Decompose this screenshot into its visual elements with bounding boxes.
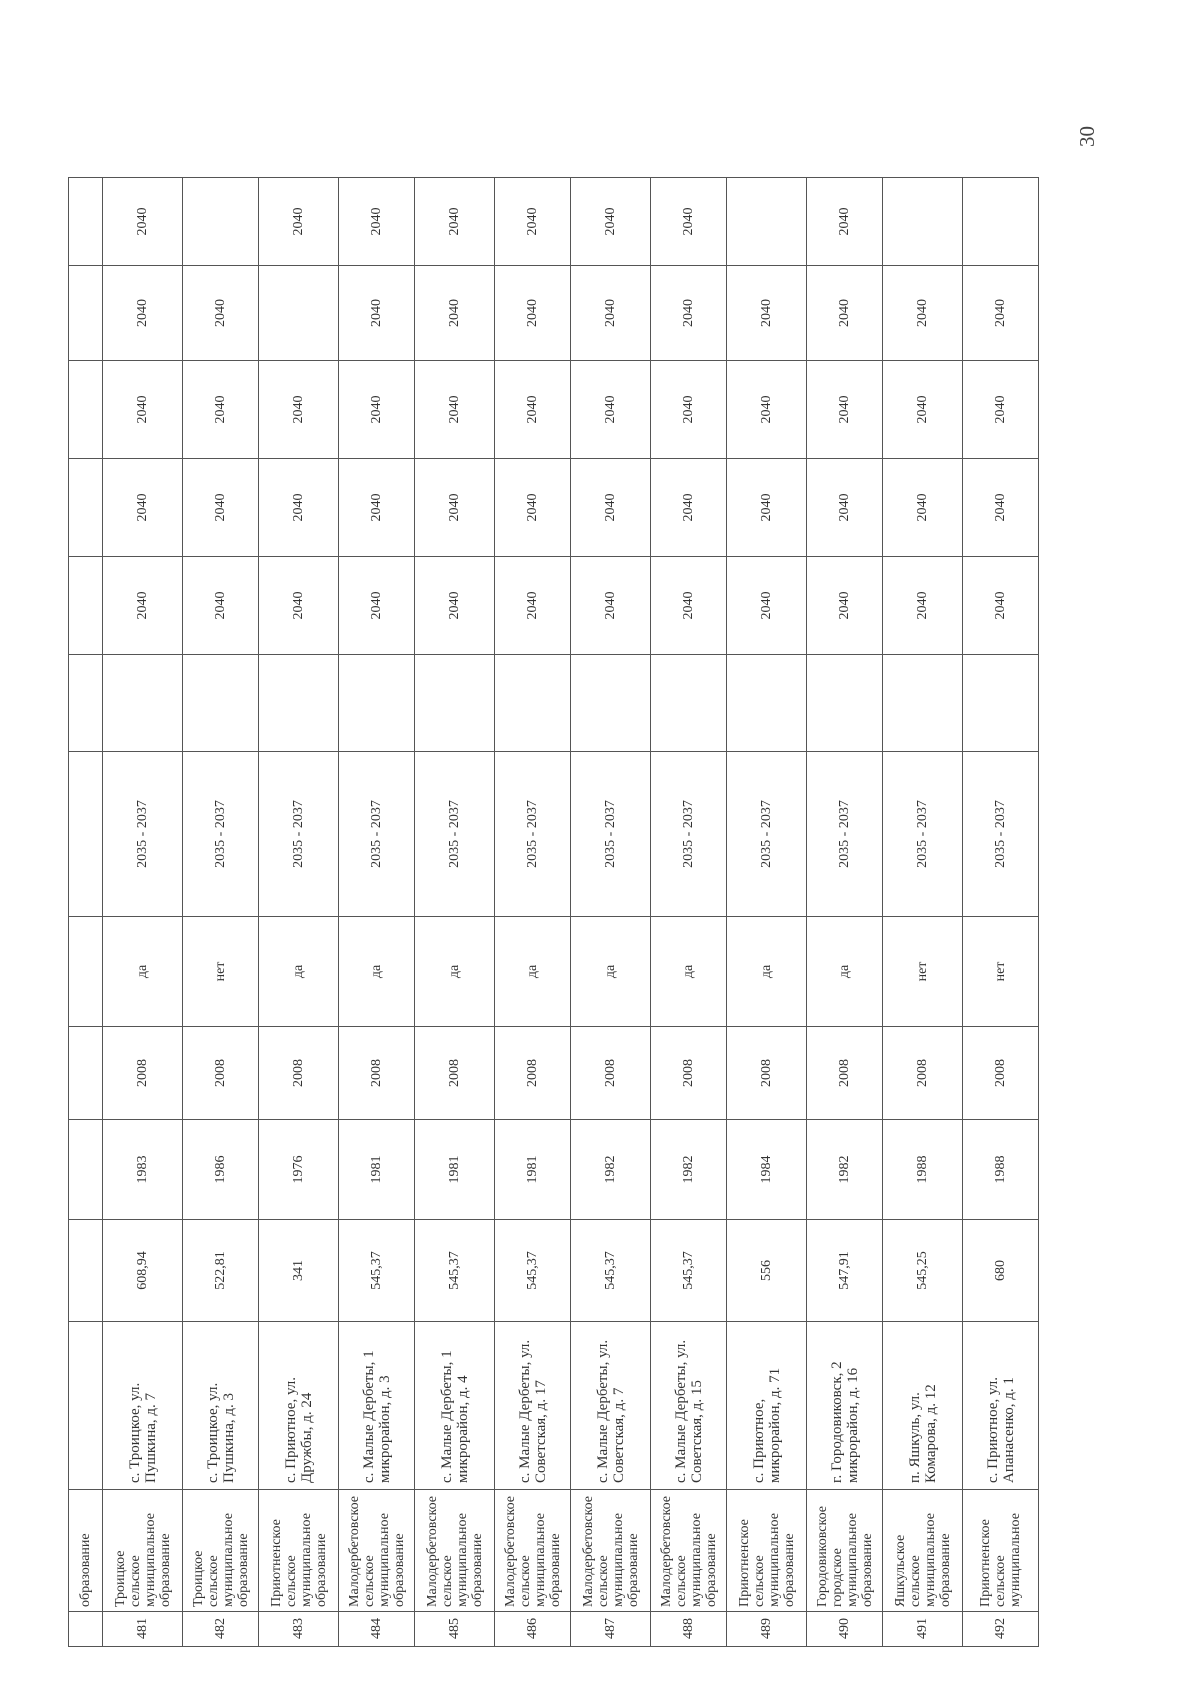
address-cell: с. Малые Дербеты, ул. Советская, д. 15 — [651, 1321, 727, 1489]
year-cell: 2008 — [727, 1026, 807, 1119]
year-cell: 2008 — [103, 1026, 183, 1119]
year-2040-cell: 2040 — [183, 458, 259, 556]
row-number: 491 — [883, 1612, 963, 1647]
period-cell: 2035 - 2037 — [883, 751, 963, 916]
header-cell-blank — [69, 1612, 103, 1647]
year-2040-cell: 2040 — [183, 265, 259, 360]
year-cell: 2008 — [339, 1026, 415, 1119]
year-2040-cell: 2040 — [807, 177, 883, 265]
address-cell: с. Приютное, ул. Дружбы, д. 24 — [259, 1321, 339, 1489]
address-cell: с. Троицкое, ул. Пушкина, д. 3 — [183, 1321, 259, 1489]
table-row — [415, 177, 495, 1646]
built-year-cell: 1981 — [495, 1119, 571, 1219]
year-2040-cell: 2040 — [883, 265, 963, 360]
empty-cell — [183, 654, 259, 751]
row-number: 492 — [963, 1612, 1039, 1647]
year-2040-cell: 2040 — [339, 177, 415, 265]
municipality-cell: Городовиковское городское муниципальное образование — [807, 1489, 883, 1611]
built-year-cell: 1988 — [963, 1119, 1039, 1219]
flag-cell: да — [415, 916, 495, 1026]
year-2040-cell: 2040 — [727, 556, 807, 654]
year-cell: 2008 — [883, 1026, 963, 1119]
year-2040-cell: 2040 — [651, 265, 727, 360]
year-2040-cell: 2040 — [651, 177, 727, 265]
year-2040-cell: 2040 — [415, 556, 495, 654]
header-cell-org: образование — [69, 1489, 103, 1611]
empty-cell — [415, 654, 495, 751]
period-cell: 2035 - 2037 — [183, 751, 259, 916]
municipality-cell: Троицкое сельское муниципальное образование — [103, 1489, 183, 1611]
built-year-cell: 1981 — [415, 1119, 495, 1219]
period-cell: 2035 - 2037 — [339, 751, 415, 916]
year-2040-cell: 2040 — [495, 458, 571, 556]
header-cell — [69, 1219, 103, 1321]
period-cell: 2035 - 2037 — [571, 751, 651, 916]
built-year-cell: 1983 — [103, 1119, 183, 1219]
header-cell — [69, 1321, 103, 1489]
year-2040-cell: 2040 — [259, 458, 339, 556]
area-cell: 522,81 — [183, 1219, 259, 1321]
table-row — [963, 177, 1039, 1646]
year-2040-cell: 2040 — [183, 556, 259, 654]
built-year-cell: 1984 — [727, 1119, 807, 1219]
empty-cell — [883, 654, 963, 751]
table-body — [69, 177, 1039, 1646]
year-2040-cell: 2040 — [103, 265, 183, 360]
area-cell: 608,94 — [103, 1219, 183, 1321]
flag-cell: да — [259, 916, 339, 1026]
period-cell: 2035 - 2037 — [963, 751, 1039, 916]
area-cell: 680 — [963, 1219, 1039, 1321]
built-year-cell: 1988 — [883, 1119, 963, 1219]
year-cell: 2008 — [183, 1026, 259, 1119]
table-wrapper — [68, 177, 1039, 1647]
period-cell: 2035 - 2037 — [727, 751, 807, 916]
built-year-cell: 1981 — [339, 1119, 415, 1219]
year-2040-cell: 2040 — [415, 360, 495, 458]
year-2040-cell: 2040 — [651, 360, 727, 458]
header-cell — [69, 458, 103, 556]
row-number: 488 — [651, 1612, 727, 1647]
empty-cell — [571, 654, 651, 751]
empty-cell — [259, 654, 339, 751]
municipality-cell: Яшкульское сельское муниципальное образование — [883, 1489, 963, 1611]
year-2040-cell — [963, 177, 1039, 265]
period-cell: 2035 - 2037 — [259, 751, 339, 916]
row-number: 489 — [727, 1612, 807, 1647]
year-2040-cell: 2040 — [883, 556, 963, 654]
row-number: 482 — [183, 1612, 259, 1647]
period-cell: 2035 - 2037 — [495, 751, 571, 916]
year-cell: 2008 — [807, 1026, 883, 1119]
data-table — [68, 177, 1039, 1647]
flag-cell: да — [103, 916, 183, 1026]
year-2040-cell: 2040 — [963, 556, 1039, 654]
year-2040-cell: 2040 — [883, 458, 963, 556]
period-cell: 2035 - 2037 — [415, 751, 495, 916]
flag-cell: да — [571, 916, 651, 1026]
flag-cell: да — [727, 916, 807, 1026]
area-cell: 341 — [259, 1219, 339, 1321]
header-cell — [69, 177, 103, 265]
year-2040-cell — [183, 177, 259, 265]
year-2040-cell: 2040 — [103, 177, 183, 265]
year-2040-cell: 2040 — [883, 360, 963, 458]
address-cell: с. Приютное, микрорайон, д. 71 — [727, 1321, 807, 1489]
empty-cell — [103, 654, 183, 751]
year-cell: 2008 — [571, 1026, 651, 1119]
address-cell: с. Приютное, ул. Апанасенко, д. 1 — [963, 1321, 1039, 1489]
year-2040-cell: 2040 — [571, 265, 651, 360]
empty-cell — [963, 654, 1039, 751]
municipality-cell: Малодербетовское сельское муниципальное образование — [415, 1489, 495, 1611]
row-number: 481 — [103, 1612, 183, 1647]
empty-cell — [339, 654, 415, 751]
header-cell — [69, 916, 103, 1026]
table-row — [339, 177, 415, 1646]
year-2040-cell: 2040 — [259, 360, 339, 458]
flag-cell: нет — [183, 916, 259, 1026]
year-2040-cell: 2040 — [339, 458, 415, 556]
municipality-cell: Малодербетовское сельское муниципальное образование — [571, 1489, 651, 1611]
year-2040-cell: 2040 — [727, 458, 807, 556]
row-number: 490 — [807, 1612, 883, 1647]
flag-cell: да — [339, 916, 415, 1026]
table-row — [259, 177, 339, 1646]
year-2040-cell: 2040 — [339, 360, 415, 458]
area-cell: 545,37 — [415, 1219, 495, 1321]
area-cell: 547,91 — [807, 1219, 883, 1321]
table-header-row — [69, 177, 103, 1646]
year-2040-cell: 2040 — [571, 177, 651, 265]
year-2040-cell — [259, 265, 339, 360]
empty-cell — [727, 654, 807, 751]
year-2040-cell: 2040 — [259, 556, 339, 654]
table-row — [495, 177, 571, 1646]
year-2040-cell — [727, 177, 807, 265]
area-cell: 545,37 — [339, 1219, 415, 1321]
header-cell — [69, 751, 103, 916]
row-number: 483 — [259, 1612, 339, 1647]
year-2040-cell: 2040 — [963, 265, 1039, 360]
address-cell: с. Малые Дербеты, 1 микрорайон, д. 3 — [339, 1321, 415, 1489]
period-cell: 2035 - 2037 — [103, 751, 183, 916]
table-row — [727, 177, 807, 1646]
flag-cell: да — [495, 916, 571, 1026]
municipality-cell: Троицкое сельское муниципальное образование — [183, 1489, 259, 1611]
flag-cell: да — [651, 916, 727, 1026]
year-2040-cell: 2040 — [807, 556, 883, 654]
year-2040-cell: 2040 — [103, 458, 183, 556]
year-2040-cell: 2040 — [495, 265, 571, 360]
header-cell — [69, 556, 103, 654]
header-cell — [69, 1119, 103, 1219]
empty-cell — [495, 654, 571, 751]
year-2040-cell: 2040 — [259, 177, 339, 265]
header-cell — [69, 1026, 103, 1119]
year-2040-cell: 2040 — [807, 458, 883, 556]
year-2040-cell: 2040 — [183, 360, 259, 458]
municipality-cell: Малодербетовское сельское муниципальное образование — [495, 1489, 571, 1611]
empty-cell — [651, 654, 727, 751]
period-cell: 2035 - 2037 — [807, 751, 883, 916]
flag-cell: нет — [963, 916, 1039, 1026]
municipality-cell: Приютненское сельское муниципальное — [963, 1489, 1039, 1611]
header-cell — [69, 360, 103, 458]
area-cell: 556 — [727, 1219, 807, 1321]
year-cell: 2008 — [495, 1026, 571, 1119]
year-2040-cell: 2040 — [415, 177, 495, 265]
built-year-cell: 1976 — [259, 1119, 339, 1219]
year-2040-cell: 2040 — [963, 360, 1039, 458]
built-year-cell: 1982 — [807, 1119, 883, 1219]
area-cell: 545,37 — [571, 1219, 651, 1321]
year-2040-cell: 2040 — [495, 177, 571, 265]
row-number: 486 — [495, 1612, 571, 1647]
year-2040-cell: 2040 — [103, 556, 183, 654]
built-year-cell: 1982 — [571, 1119, 651, 1219]
table-row — [571, 177, 651, 1646]
year-cell: 2008 — [651, 1026, 727, 1119]
area-cell: 545,25 — [883, 1219, 963, 1321]
municipality-cell: Приютненское сельское муниципальное образование — [727, 1489, 807, 1611]
year-2040-cell: 2040 — [571, 458, 651, 556]
municipality-cell: Приютненское сельское муниципальное образование — [259, 1489, 339, 1611]
built-year-cell: 1982 — [651, 1119, 727, 1219]
municipality-cell: Малодербетовское сельское муниципальное образование — [651, 1489, 727, 1611]
year-2040-cell: 2040 — [415, 265, 495, 360]
address-cell: с. Малые Дербеты, 1 микрорайон, д. 4 — [415, 1321, 495, 1489]
address-cell: с. Троицкое, ул. Пушкина, д. 7 — [103, 1321, 183, 1489]
table-row — [883, 177, 963, 1646]
period-cell: 2035 - 2037 — [651, 751, 727, 916]
address-cell: г. Городовиковск, 2 микрорайон, д. 16 — [807, 1321, 883, 1489]
page-number: 30 — [1075, 126, 1099, 147]
year-2040-cell: 2040 — [339, 265, 415, 360]
empty-cell — [807, 654, 883, 751]
year-2040-cell: 2040 — [963, 458, 1039, 556]
header-cell — [69, 265, 103, 360]
table-row — [183, 177, 259, 1646]
area-cell: 545,37 — [651, 1219, 727, 1321]
year-cell: 2008 — [963, 1026, 1039, 1119]
flag-cell: да — [807, 916, 883, 1026]
address-cell: п. Яшкуль, ул. Комарова, д. 12 — [883, 1321, 963, 1489]
row-number: 487 — [571, 1612, 651, 1647]
year-2040-cell: 2040 — [571, 556, 651, 654]
built-year-cell: 1986 — [183, 1119, 259, 1219]
table-row — [651, 177, 727, 1646]
year-2040-cell: 2040 — [651, 556, 727, 654]
row-number: 485 — [415, 1612, 495, 1647]
flag-cell: нет — [883, 916, 963, 1026]
address-cell: с. Малые Дербеты, ул. Советская, д. 17 — [495, 1321, 571, 1489]
year-cell: 2008 — [259, 1026, 339, 1119]
year-2040-cell: 2040 — [415, 458, 495, 556]
year-2040-cell: 2040 — [339, 556, 415, 654]
area-cell: 545,37 — [495, 1219, 571, 1321]
year-cell: 2008 — [415, 1026, 495, 1119]
year-2040-cell: 2040 — [807, 360, 883, 458]
table-row — [807, 177, 883, 1646]
address-cell: с. Малые Дербеты, ул. Советская, д. 7 — [571, 1321, 651, 1489]
row-number: 484 — [339, 1612, 415, 1647]
year-2040-cell: 2040 — [571, 360, 651, 458]
year-2040-cell: 2040 — [727, 360, 807, 458]
year-2040-cell: 2040 — [495, 556, 571, 654]
year-2040-cell: 2040 — [807, 265, 883, 360]
year-2040-cell: 2040 — [103, 360, 183, 458]
year-2040-cell — [883, 177, 963, 265]
table-row — [103, 177, 183, 1646]
year-2040-cell: 2040 — [495, 360, 571, 458]
municipality-cell: Малодербетовское сельское муниципальное образование — [339, 1489, 415, 1611]
header-cell — [69, 654, 103, 751]
year-2040-cell: 2040 — [651, 458, 727, 556]
year-2040-cell: 2040 — [727, 265, 807, 360]
